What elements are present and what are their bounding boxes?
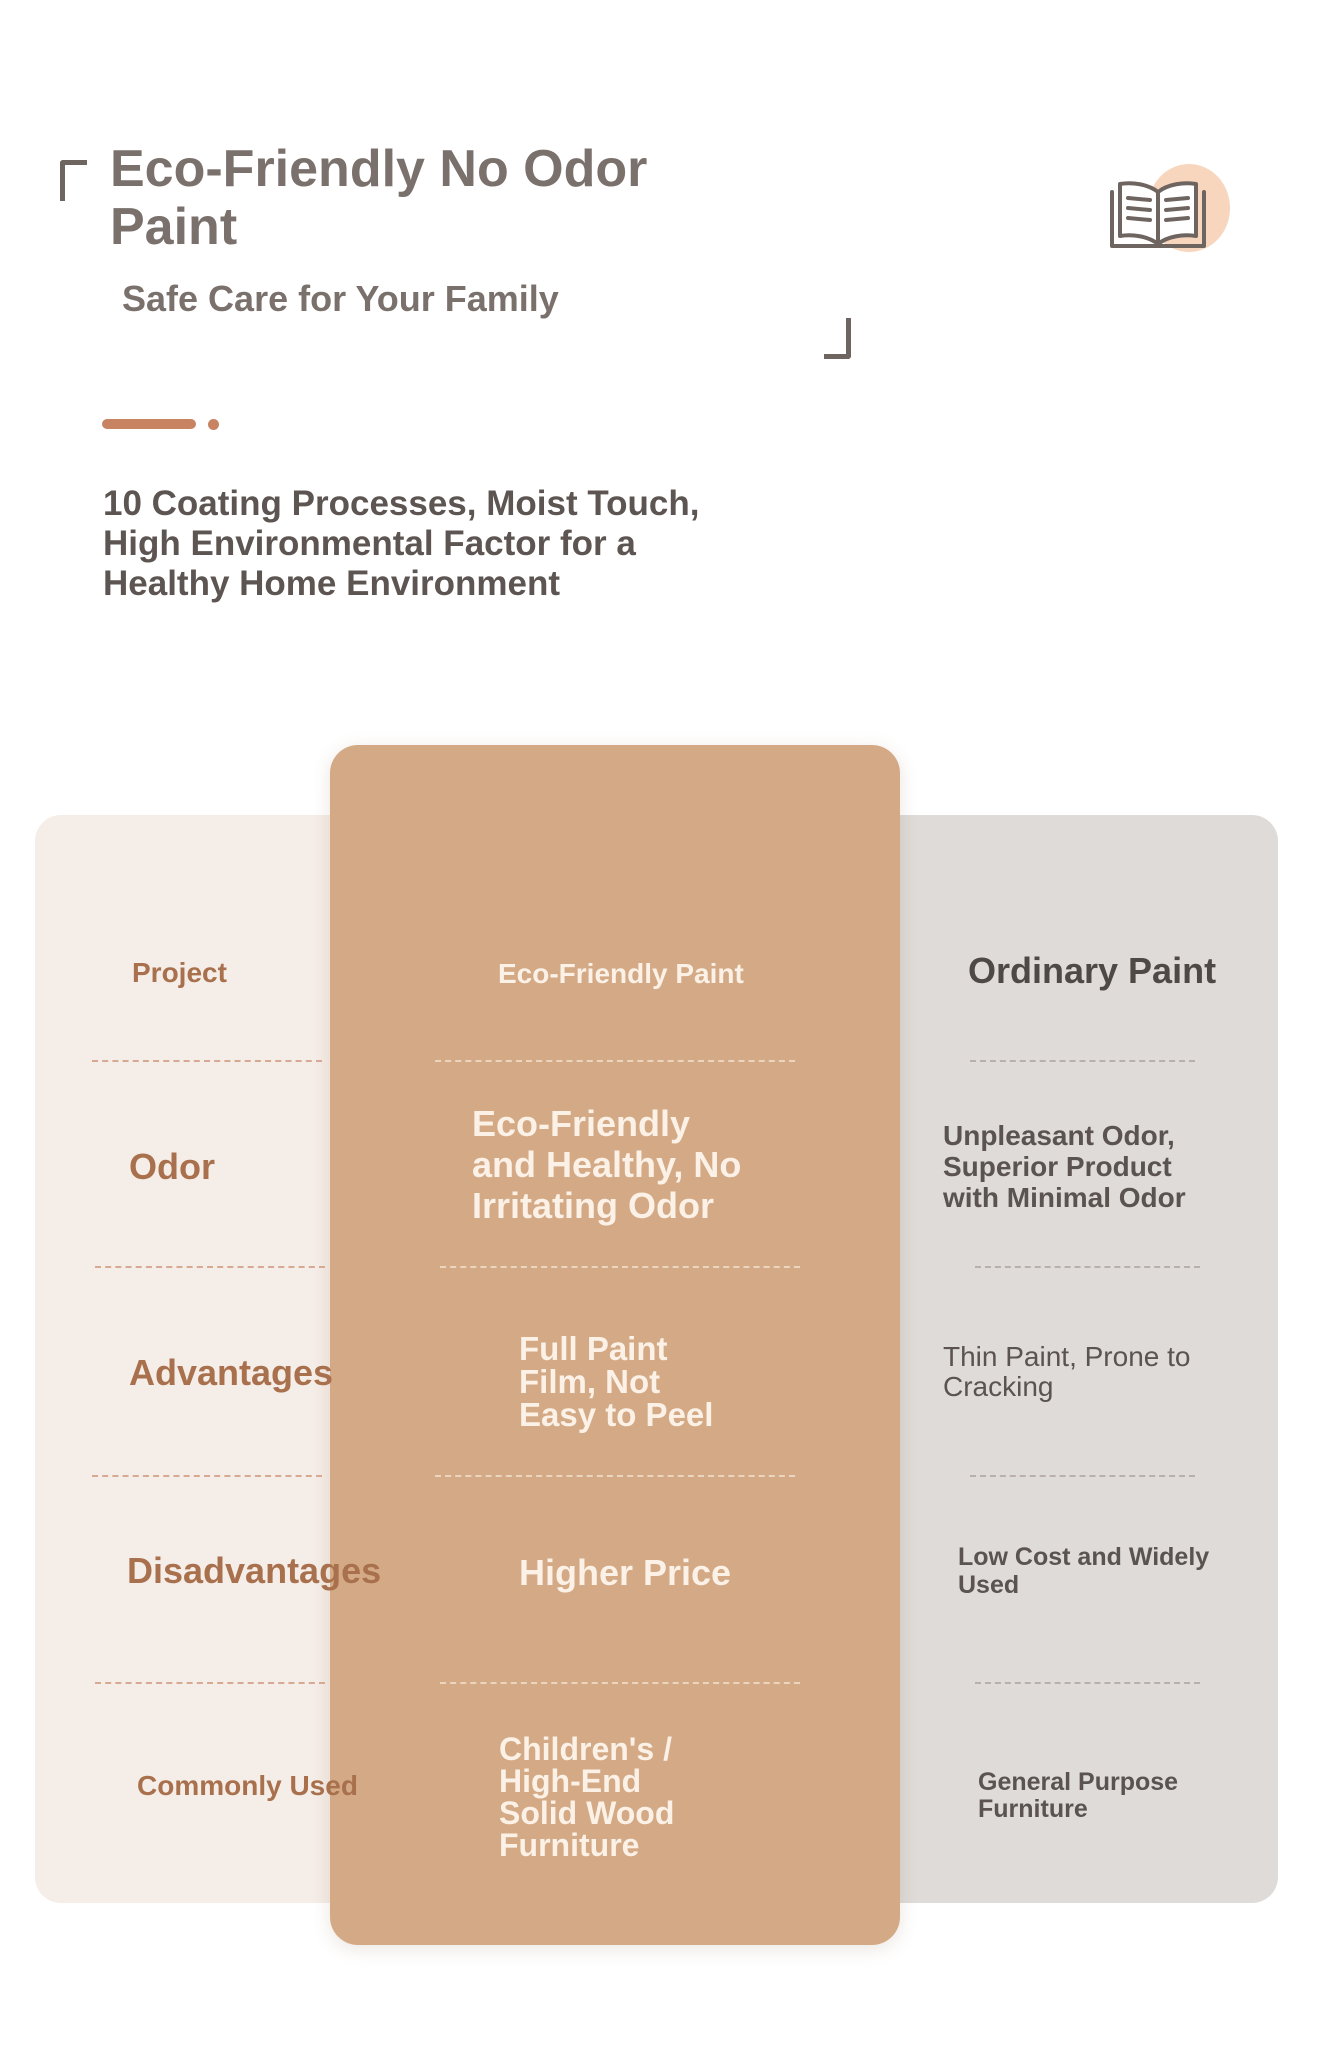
accent-bar [102, 419, 196, 429]
column-header-eco-paint: Eco-Friendly Paint [498, 958, 744, 989]
row-divider-center [435, 1060, 795, 1062]
eco-odor-value [472, 1103, 741, 1226]
value-line: General Purpose [978, 1768, 1179, 1796]
value-line: Solid Wood [499, 1795, 675, 1831]
value-line: with Minimal Odor [943, 1182, 1186, 1213]
column-header-project: Project [132, 957, 227, 988]
row-divider-right [975, 1682, 1200, 1684]
value-line: High-End [499, 1763, 642, 1799]
value-line: Furniture [499, 1827, 640, 1863]
row-divider-left [95, 1266, 325, 1268]
eco-commonly-used-value [499, 1733, 674, 1861]
column-header-ordinary-paint: Ordinary Paint [968, 950, 1217, 991]
description-text: 10 Coating Processes, Moist Touch, High Environmental Factor for a Healthy Home Environment [103, 484, 700, 603]
row-divider-right [970, 1060, 1195, 1062]
row-divider-right [975, 1266, 1200, 1268]
book-icon-wrapper [1108, 160, 1228, 270]
row-divider-center [440, 1682, 800, 1684]
close-bracket-decoration [824, 318, 851, 359]
value-line: Full Paint [519, 1330, 668, 1367]
row-divider-center [440, 1266, 800, 1268]
row-label-disadvantages: Disadvantages [127, 1550, 382, 1591]
eco-disadvantages-value [519, 1552, 731, 1593]
value-line: Low Cost and Widely [958, 1543, 1210, 1571]
value-line: Cracking [943, 1371, 1054, 1402]
ordinary-advantages-value [943, 1342, 1190, 1402]
row-divider-right [970, 1475, 1195, 1477]
row-divider-center [435, 1475, 795, 1477]
value-line: Used [958, 1571, 1020, 1599]
value-line: Children's / [499, 1731, 672, 1767]
row-label-odor: Odor [129, 1146, 215, 1187]
value-line: Furniture [978, 1795, 1088, 1823]
ordinary-odor-value [943, 1120, 1186, 1213]
row-label-advantages: Advantages [129, 1352, 334, 1393]
value-line: Superior Product [943, 1151, 1172, 1182]
open-bracket-decoration [60, 160, 87, 201]
row-label-commonly-used: Commonly Used [137, 1770, 358, 1801]
row-divider-left [92, 1060, 322, 1062]
page-subtitle: Safe Care for Your Family [122, 278, 559, 319]
ordinary-disadvantages-value [958, 1543, 1209, 1599]
accent-dot [208, 419, 219, 430]
value-line: Eco-Friendly [472, 1103, 691, 1144]
value-line: Unpleasant Odor, [943, 1120, 1175, 1151]
value-line: Thin Paint, Prone to [943, 1341, 1191, 1372]
eco-advantages-value [519, 1332, 713, 1431]
open-book-icon [1108, 174, 1208, 254]
ordinary-commonly-used-value [978, 1769, 1178, 1823]
row-divider-left [95, 1682, 325, 1684]
value-line: Easy to Peel [519, 1396, 714, 1433]
value-line: Film, Not [519, 1363, 661, 1400]
value-line: Irritating Odor [472, 1185, 714, 1226]
page-title: Eco-Friendly No Odor Paint [110, 140, 648, 256]
value-line: Higher Price [519, 1552, 732, 1593]
value-line: and Healthy, No [472, 1144, 742, 1185]
row-divider-left [92, 1475, 322, 1477]
